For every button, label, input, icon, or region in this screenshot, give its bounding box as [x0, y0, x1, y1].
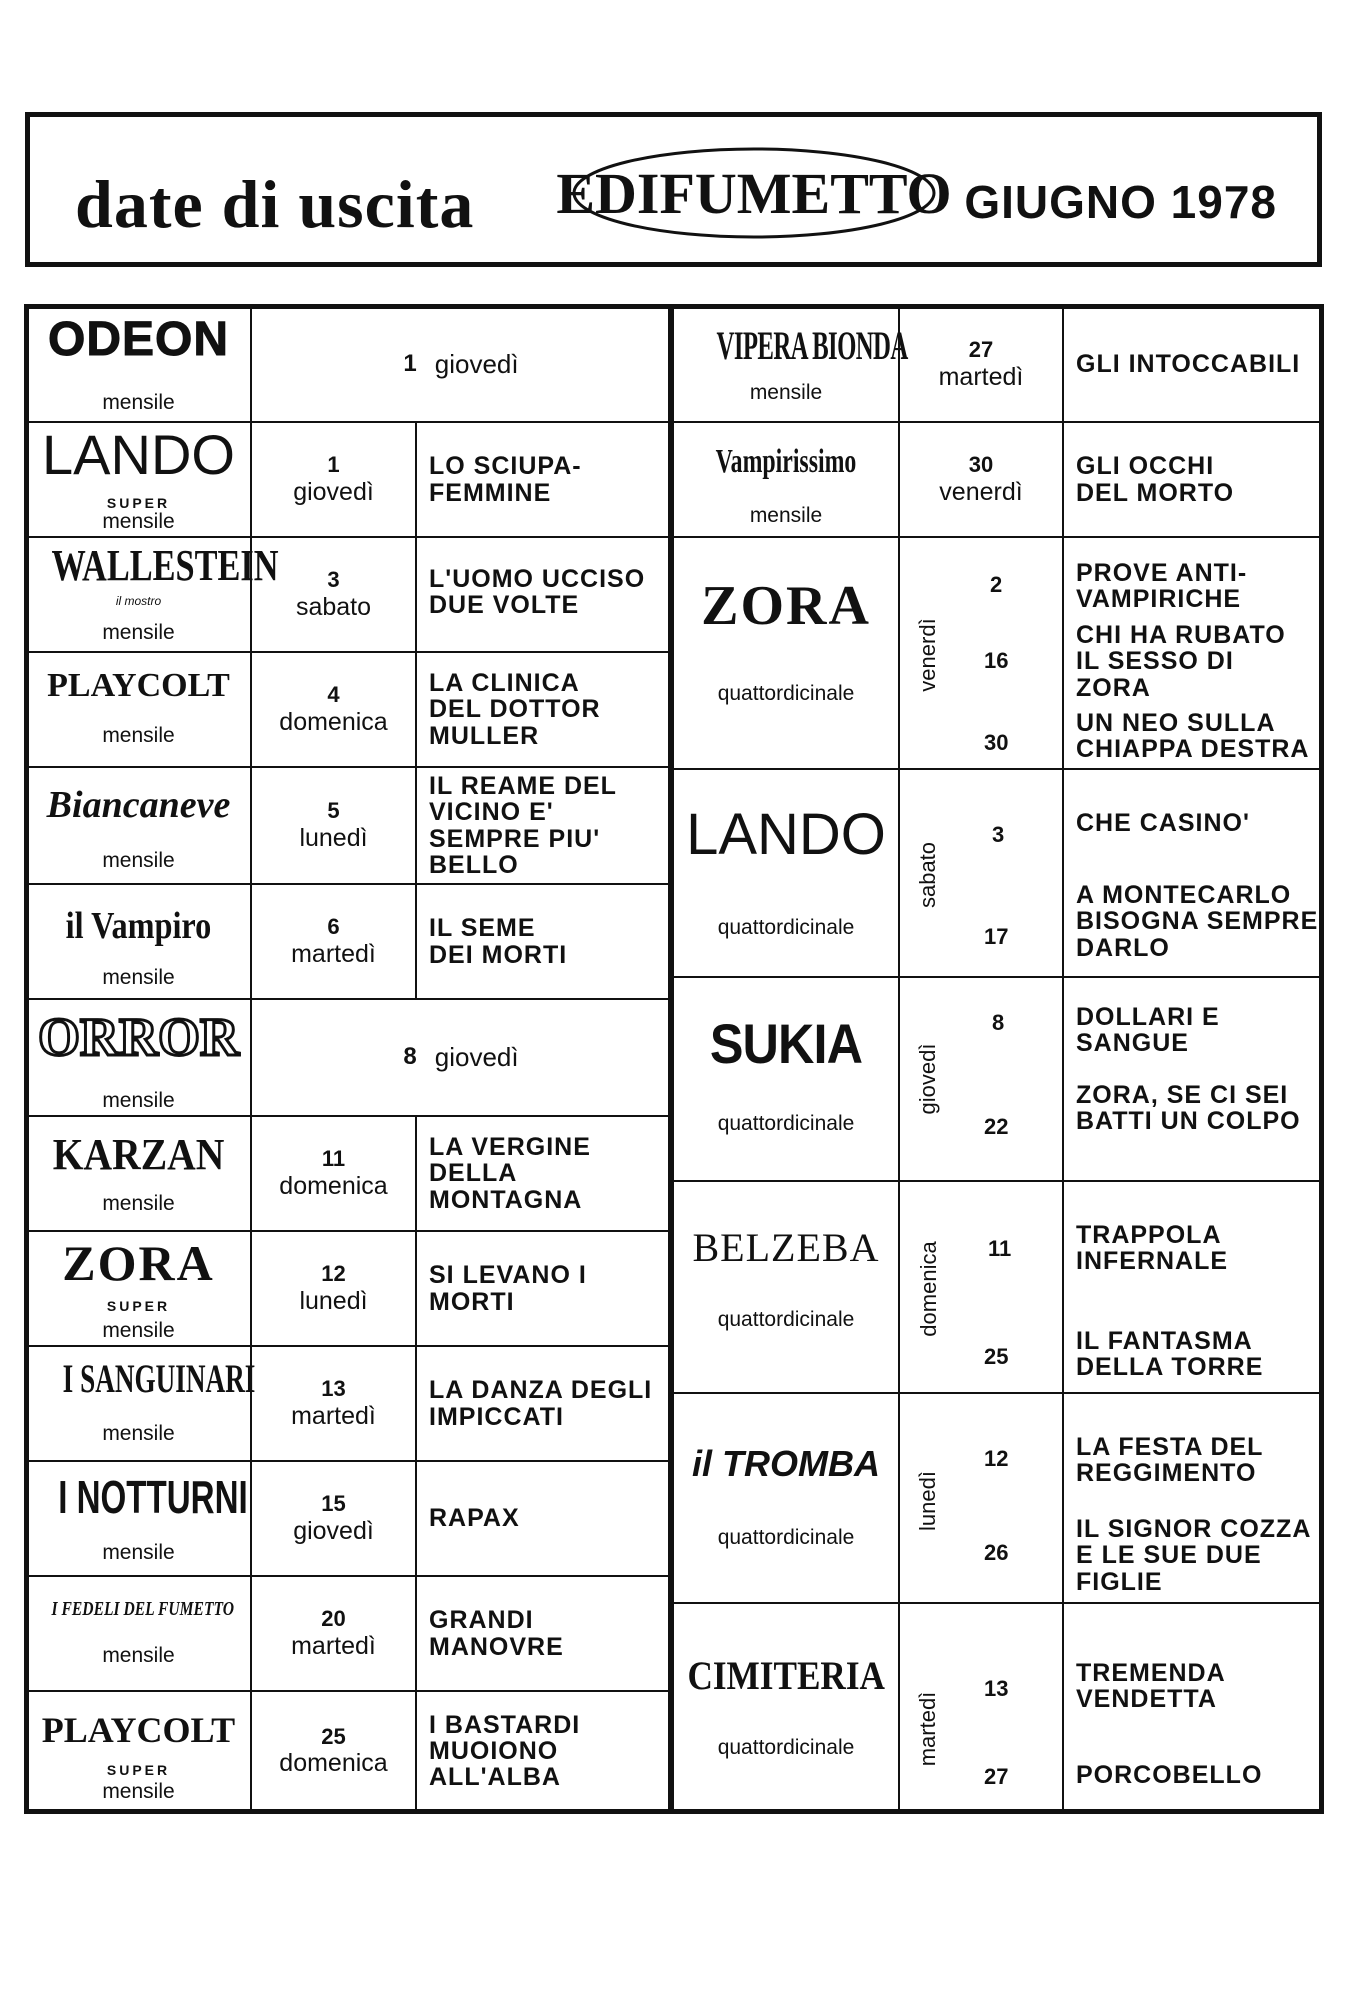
frequency-label: mensile: [102, 1192, 175, 1215]
episode-title: LO SCIUPA- FEMMINE: [429, 452, 582, 507]
episode-title: GLI OCCHI DEL MORTO: [1076, 452, 1235, 507]
publication-logo-cell: [25, 306, 252, 423]
publication-logo-cell: [25, 1115, 252, 1232]
vampirissimo-logo: Vampirissimo: [715, 443, 857, 480]
release-day: 25: [321, 1723, 346, 1749]
release-day: 13: [321, 1376, 346, 1402]
episode-title: UN NEO SULLA CHIAPPA DESTRA: [1076, 709, 1310, 764]
lando-logo: LANDO: [42, 423, 235, 486]
release-weekday: venerdì: [915, 618, 940, 692]
release-dates-cell: [898, 768, 1064, 978]
release-dates-cell: [898, 976, 1064, 1182]
publication-logo-cell: [25, 1690, 252, 1812]
release-weekday: venerdì: [939, 477, 1023, 506]
release-date-cell: [250, 1345, 417, 1462]
frequency-label: mensile: [102, 724, 175, 747]
super-label: SUPER: [106, 1762, 171, 1778]
lando-logo: LANDO: [686, 802, 886, 867]
release-day: 13: [984, 1676, 1009, 1701]
release-day: 27: [984, 1764, 1009, 1789]
release-date-cell: [250, 1575, 417, 1692]
il-tromba-logo: il TROMBA: [692, 1443, 880, 1484]
release-day: 30: [984, 730, 1009, 755]
publication-logo-cell: [672, 1602, 900, 1812]
publication-logo-cell: [25, 536, 279, 653]
episode-title: L'UOMO UCCISO DUE VOLTE: [429, 565, 646, 620]
release-date-cell: [250, 651, 417, 768]
publication-logo-cell: [25, 883, 252, 1000]
zora-logo: ZORA: [62, 1235, 215, 1291]
episode-title-cell: [415, 536, 672, 653]
release-date-cell: [250, 1460, 417, 1577]
header-date: GIUGNO 1978: [964, 176, 1277, 228]
release-day: 11: [321, 1146, 346, 1172]
episode-title-cell: [415, 1690, 672, 1812]
edifumetto-logo: [556, 141, 952, 241]
episode-titles-cell: [1062, 976, 1322, 1182]
publication-logo-cell: [25, 1230, 252, 1347]
release-day: 8: [992, 1010, 1005, 1035]
header-title: date di uscita: [75, 166, 475, 242]
episode-title-cell: [415, 766, 672, 885]
release-day: 15: [321, 1491, 346, 1517]
episode-title: TREMENDA VENDETTA: [1076, 1659, 1225, 1714]
release-weekday: sabato: [295, 592, 372, 621]
frequency-label: mensile: [102, 510, 175, 533]
frequency-label: quattordicinale: [717, 1308, 855, 1331]
release-day: 3: [327, 567, 340, 593]
release-date-cell: [250, 306, 672, 423]
release-day: 30: [968, 452, 994, 478]
release-weekday: domenica: [279, 1749, 388, 1778]
release-weekday: lunedì: [299, 1286, 368, 1315]
release-day: 25: [984, 1344, 1009, 1369]
publication-logo-cell: [672, 421, 900, 538]
release-weekday: giovedì: [434, 1041, 519, 1072]
publication-logo-cell: [25, 651, 252, 768]
episode-title: DOLLARI E SANGUE: [1076, 1003, 1220, 1058]
frequency-label: quattordicinale: [717, 1736, 855, 1759]
episode-title-cell: [415, 651, 672, 768]
frequency-label: mensile: [102, 1319, 175, 1342]
episode-title: TRAPPOLA INFERNALE: [1076, 1221, 1229, 1276]
svg-text:EDIFUMETTO: EDIFUMETTO: [556, 161, 952, 226]
frequency-label: mensile: [102, 391, 175, 414]
release-dates-cell: [898, 1180, 1064, 1394]
publication-logo-cell: [672, 976, 900, 1182]
odeon-logo: ODEON: [47, 313, 229, 366]
release-weekday: giovedì: [293, 477, 374, 506]
release-day: 22: [984, 1114, 1009, 1139]
publication-logo-cell: [25, 998, 252, 1117]
release-day: 4: [327, 682, 340, 708]
episode-title: CHI HA RUBATO IL SESSO DI ZORA: [1076, 621, 1286, 702]
i-fedeli-del-fumetto-logo: I FEDELI DEL FUMETTO: [51, 1598, 235, 1620]
episode-title: IL SEME DEI MORTI: [429, 914, 568, 969]
publication-logo-cell: [672, 1180, 900, 1394]
frequency-label: mensile: [102, 1541, 175, 1564]
frequency-label: mensile: [102, 1780, 175, 1803]
release-date-cell: [250, 998, 672, 1117]
il-vampiro-logo: il Vampiro: [65, 905, 212, 947]
episode-title: IL SIGNOR COZZA E LE SUE DUE FIGLIE: [1076, 1515, 1311, 1596]
episode-title: LA VERGINE DELLA MONTAGNA: [429, 1133, 591, 1214]
release-weekday: giovedì: [915, 1043, 940, 1115]
release-day: 12: [984, 1446, 1009, 1471]
vipera-bionda-logo: VIPERA BIONDA: [716, 323, 908, 368]
release-day: 17: [984, 924, 1009, 949]
belzeba-logo: BELZEBA: [692, 1225, 880, 1270]
release-day: 11: [988, 1236, 1012, 1261]
release-weekday: martedì: [291, 1631, 376, 1660]
column-divider: [668, 304, 673, 1814]
episode-titles-cell: [1062, 536, 1322, 770]
release-weekday: lunedì: [299, 823, 368, 852]
playcolt-super-logo: PLAYCOLT: [41, 1710, 236, 1750]
episode-title: IL FANTASMA DELLA TORRE: [1076, 1327, 1264, 1382]
publication-logo-cell: [672, 306, 908, 423]
release-dates-cell: [898, 1602, 1064, 1812]
release-date-cell: [250, 1115, 417, 1232]
publication-logo-cell: [25, 421, 252, 538]
release-day: 2: [990, 572, 1003, 597]
frequency-label: mensile: [102, 966, 175, 989]
release-day: 8: [403, 1043, 417, 1071]
cimiteria-logo: CIMITERIA: [687, 1653, 885, 1698]
publication-logo-cell: [672, 536, 900, 770]
episode-title: PROVE ANTI- VAMPIRICHE: [1076, 559, 1248, 614]
publication-logo-cell: [672, 1392, 900, 1604]
playcolt-logo: PLAYCOLT: [47, 667, 230, 704]
release-day: 3: [992, 822, 1005, 847]
release-weekday: domenica: [279, 1171, 388, 1200]
episode-title: LA DANZA DEGLI IMPICCATI: [429, 1376, 653, 1431]
episode-title-cell: [415, 1345, 672, 1462]
episode-title-cell: [1062, 306, 1322, 423]
release-day: 6: [327, 914, 340, 940]
episode-title: CHE CASINO': [1076, 809, 1250, 837]
release-date-cell: [250, 536, 417, 653]
i-sanguinari-logo: I SANGUINARI: [62, 1356, 256, 1401]
episode-title: RAPAX: [429, 1504, 520, 1533]
release-weekday: martedì: [291, 1401, 376, 1430]
release-date-cell: [250, 883, 417, 1000]
release-date-cell: [898, 306, 1064, 423]
header-box: [25, 112, 1322, 267]
episode-title: LA FESTA DEL REGGIMENTO: [1076, 1433, 1263, 1488]
episode-title: SI LEVANO I MORTI: [429, 1261, 587, 1316]
episode-titles-cell: [1062, 1602, 1322, 1812]
release-day: 12: [321, 1261, 346, 1287]
frequency-label: mensile: [102, 1089, 175, 1112]
episode-title: GLI INTOCCABILI: [1076, 350, 1301, 379]
super-label: SUPER: [106, 495, 171, 511]
episode-title: ZORA, SE CI SEI BATTI UN COLPO: [1076, 1081, 1301, 1136]
episode-title-cell: [415, 883, 672, 1000]
release-day: 16: [984, 648, 1009, 673]
release-weekday: domenica: [279, 707, 388, 736]
release-day: 27: [968, 337, 994, 363]
release-weekday: sabato: [915, 841, 940, 909]
frequency-label: quattordicinale: [717, 682, 855, 705]
release-weekday: martedì: [938, 362, 1024, 391]
episode-title-cell: [415, 1115, 672, 1232]
release-date-cell: [250, 766, 417, 885]
episode-title-cell: [415, 1230, 672, 1347]
episode-title: I BASTARDI MUOIONO ALL'ALBA: [429, 1710, 581, 1792]
release-weekday: domenica: [916, 1241, 941, 1337]
publication-logo-cell: [25, 1575, 252, 1692]
episode-titles-cell: [1062, 768, 1322, 978]
release-day: 5: [327, 798, 340, 824]
publication-logo-cell: [672, 768, 900, 978]
release-weekday: martedì: [915, 1691, 940, 1767]
sukia-logo: SUKIA: [709, 1012, 863, 1075]
frequency-label: mensile: [102, 849, 175, 872]
wallestein-logo: WALLESTEIN: [51, 541, 279, 590]
super-label: SUPER: [106, 1298, 171, 1314]
karzan-logo: KARZAN: [52, 1130, 225, 1179]
episode-title-cell: [415, 1575, 672, 1692]
release-dates-cell: [898, 1392, 1064, 1604]
release-dates-cell: [898, 536, 1064, 770]
release-day: 20: [321, 1606, 346, 1632]
frequency-label: mensile: [102, 1422, 175, 1445]
publication-logo-cell: [25, 766, 252, 885]
frequency-label: mensile: [749, 504, 823, 527]
frequency-label: quattordicinale: [717, 1112, 855, 1135]
episode-title: GRANDI MANOVRE: [429, 1606, 564, 1661]
orror-logo: ORROR: [38, 1007, 239, 1067]
release-date-cell: [250, 1230, 417, 1347]
publication-logo-cell: [25, 1345, 256, 1462]
release-weekday: giovedì: [434, 348, 519, 379]
episode-titles-cell: [1062, 1180, 1322, 1394]
episode-title: A MONTECARLO BISOGNA SEMPRE DARLO: [1076, 881, 1319, 962]
release-day: 1: [403, 350, 417, 378]
release-date-cell: [250, 421, 417, 538]
episode-title: LA CLINICA DEL DOTTOR MULLER: [429, 669, 601, 750]
frequency-label: quattordicinale: [717, 1526, 855, 1549]
biancaneve-logo: Biancaneve: [46, 784, 231, 826]
release-date-cell: [250, 1690, 417, 1812]
episode-title: PORCOBELLO: [1076, 1761, 1263, 1789]
frequency-label: quattordicinale: [717, 916, 855, 939]
frequency-label: mensile: [102, 621, 175, 644]
release-day: 26: [984, 1540, 1009, 1565]
subtitle-label: il mostro: [115, 594, 162, 608]
frequency-label: mensile: [749, 381, 823, 404]
episode-titles-cell: [1062, 1392, 1322, 1604]
release-date-cell: [898, 421, 1064, 538]
episode-title-cell: [415, 1460, 672, 1577]
release-day: 1: [327, 452, 340, 478]
episode-title: IL REAME DEL VICINO E' SEMPRE PIU' BELLO: [429, 772, 617, 879]
frequency-label: mensile: [102, 1644, 175, 1667]
i-notturni-logo: I NOTTURNI: [58, 1471, 248, 1523]
zora-logo: ZORA: [701, 575, 871, 637]
episode-title-cell: [1062, 421, 1322, 538]
publication-logo-cell: [25, 1460, 252, 1577]
episode-title-cell: [415, 421, 672, 538]
release-weekday: martedì: [291, 939, 376, 968]
release-weekday: lunedì: [915, 1471, 940, 1531]
release-weekday: giovedì: [293, 1516, 374, 1545]
